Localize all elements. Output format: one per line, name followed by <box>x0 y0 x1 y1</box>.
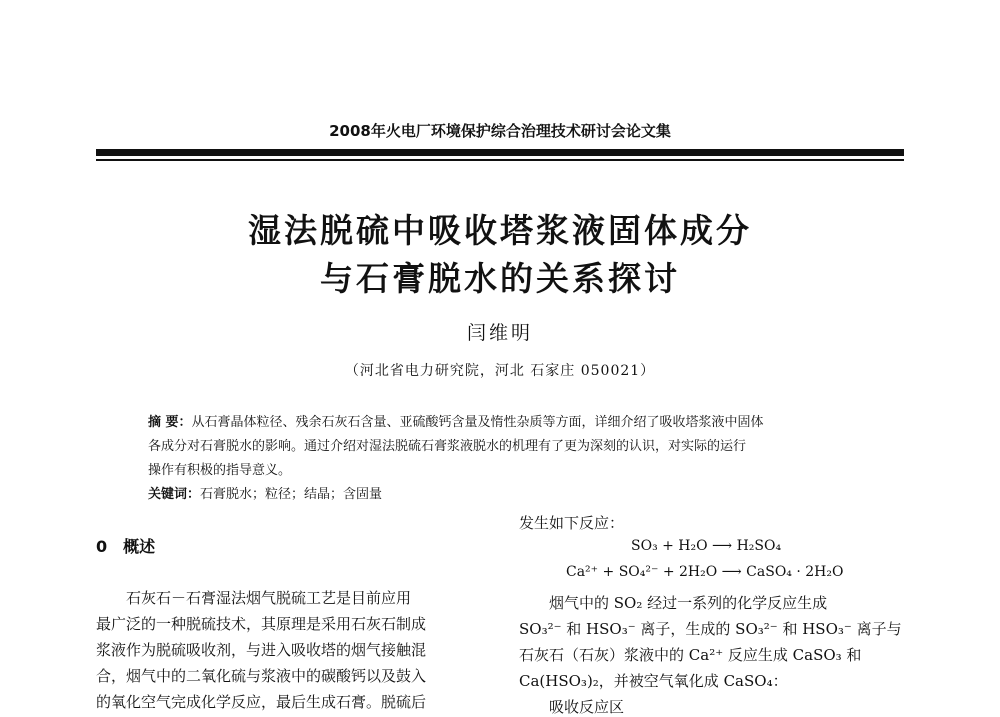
right-para-line-1: 烟气中的 SO₂ 经过一系列的化学反应生成 <box>549 594 828 612</box>
section-title: 概述 <box>123 537 156 556</box>
reaction-intro: 发生如下反应： <box>519 514 625 532</box>
right-para-line-5: 吸收反应区 <box>549 698 625 716</box>
journal-header: 2008年火电厂环境保护综合治理技术研讨会论文集 <box>329 122 671 140</box>
keywords-label: 关键词： <box>148 487 201 502</box>
left-body-line-2: 最广泛的一种脱硫技术，其原理是采用石灰石制成 <box>96 615 427 633</box>
author-name: 闫维明 <box>466 322 533 344</box>
left-body-line-4: 合，烟气中的二氧化硫与浆液中的碳酸钙以及鼓入 <box>96 667 427 685</box>
right-para-line-4: Ca(HSO₃)₂，并被空气氧化成 CaSO₄： <box>519 672 788 690</box>
section-heading <box>96 534 155 557</box>
left-body-line-3: 浆液作为脱硫吸收剂，与进入吸收塔的烟气接触混 <box>96 641 427 659</box>
left-body-line-1: 石灰石－石膏湿法烟气脱硫工艺是目前应用 <box>126 589 412 607</box>
keywords-text: 石膏脱水；粒径；结晶；含固量 <box>200 487 383 502</box>
paper-title-line2: 与石膏脱水的关系探讨 <box>320 259 680 298</box>
keywords-line <box>148 486 868 504</box>
right-para-line-2: SO₃²⁻ 和 HSO₃⁻ 离子，生成的 SO₃²⁻ 和 HSO₃⁻ 离子与 <box>519 620 902 638</box>
abstract-line-1 <box>148 414 868 432</box>
author-affiliation: （河北省电力研究院，河北 石家庄 050021） <box>344 363 656 379</box>
paper-title-line1: 湿法脱硫中吸收塔浆液固体成分 <box>248 211 752 250</box>
right-para-line-3: 石灰石（石灰）浆液中的 Ca²⁺ 反应生成 CaSO₃ 和 <box>519 646 862 664</box>
left-body-line-5: 的氧化空气完成化学反应，最后生成石膏。脱硫后 <box>96 693 427 711</box>
equation-1: SO₃ + H₂O ⟶ H₂SO₄ <box>631 538 782 554</box>
section-number: 0 <box>96 537 108 556</box>
header-rule-thick <box>96 149 904 156</box>
abstract-line-2: 各成分对石膏脱水的影响。通过介绍对湿法脱硫石膏浆液脱水的机理有了更为深刻的认识，对实际的运行 <box>148 439 747 454</box>
abstract-line-3: 操作有积极的指导意义。 <box>148 463 292 478</box>
equation-2: Ca²⁺ + SO₄²⁻ + 2H₂O ⟶ CaSO₄ · 2H₂O <box>566 564 844 580</box>
header-rule-thin <box>96 159 904 161</box>
abstract-text-1: 从石膏晶体粒径、残余石灰石含量、亚硫酸钙含量及惰性杂质等方面，详细介绍了吸收塔浆液中固体 <box>191 415 764 430</box>
abstract-label: 摘 要： <box>148 415 192 430</box>
